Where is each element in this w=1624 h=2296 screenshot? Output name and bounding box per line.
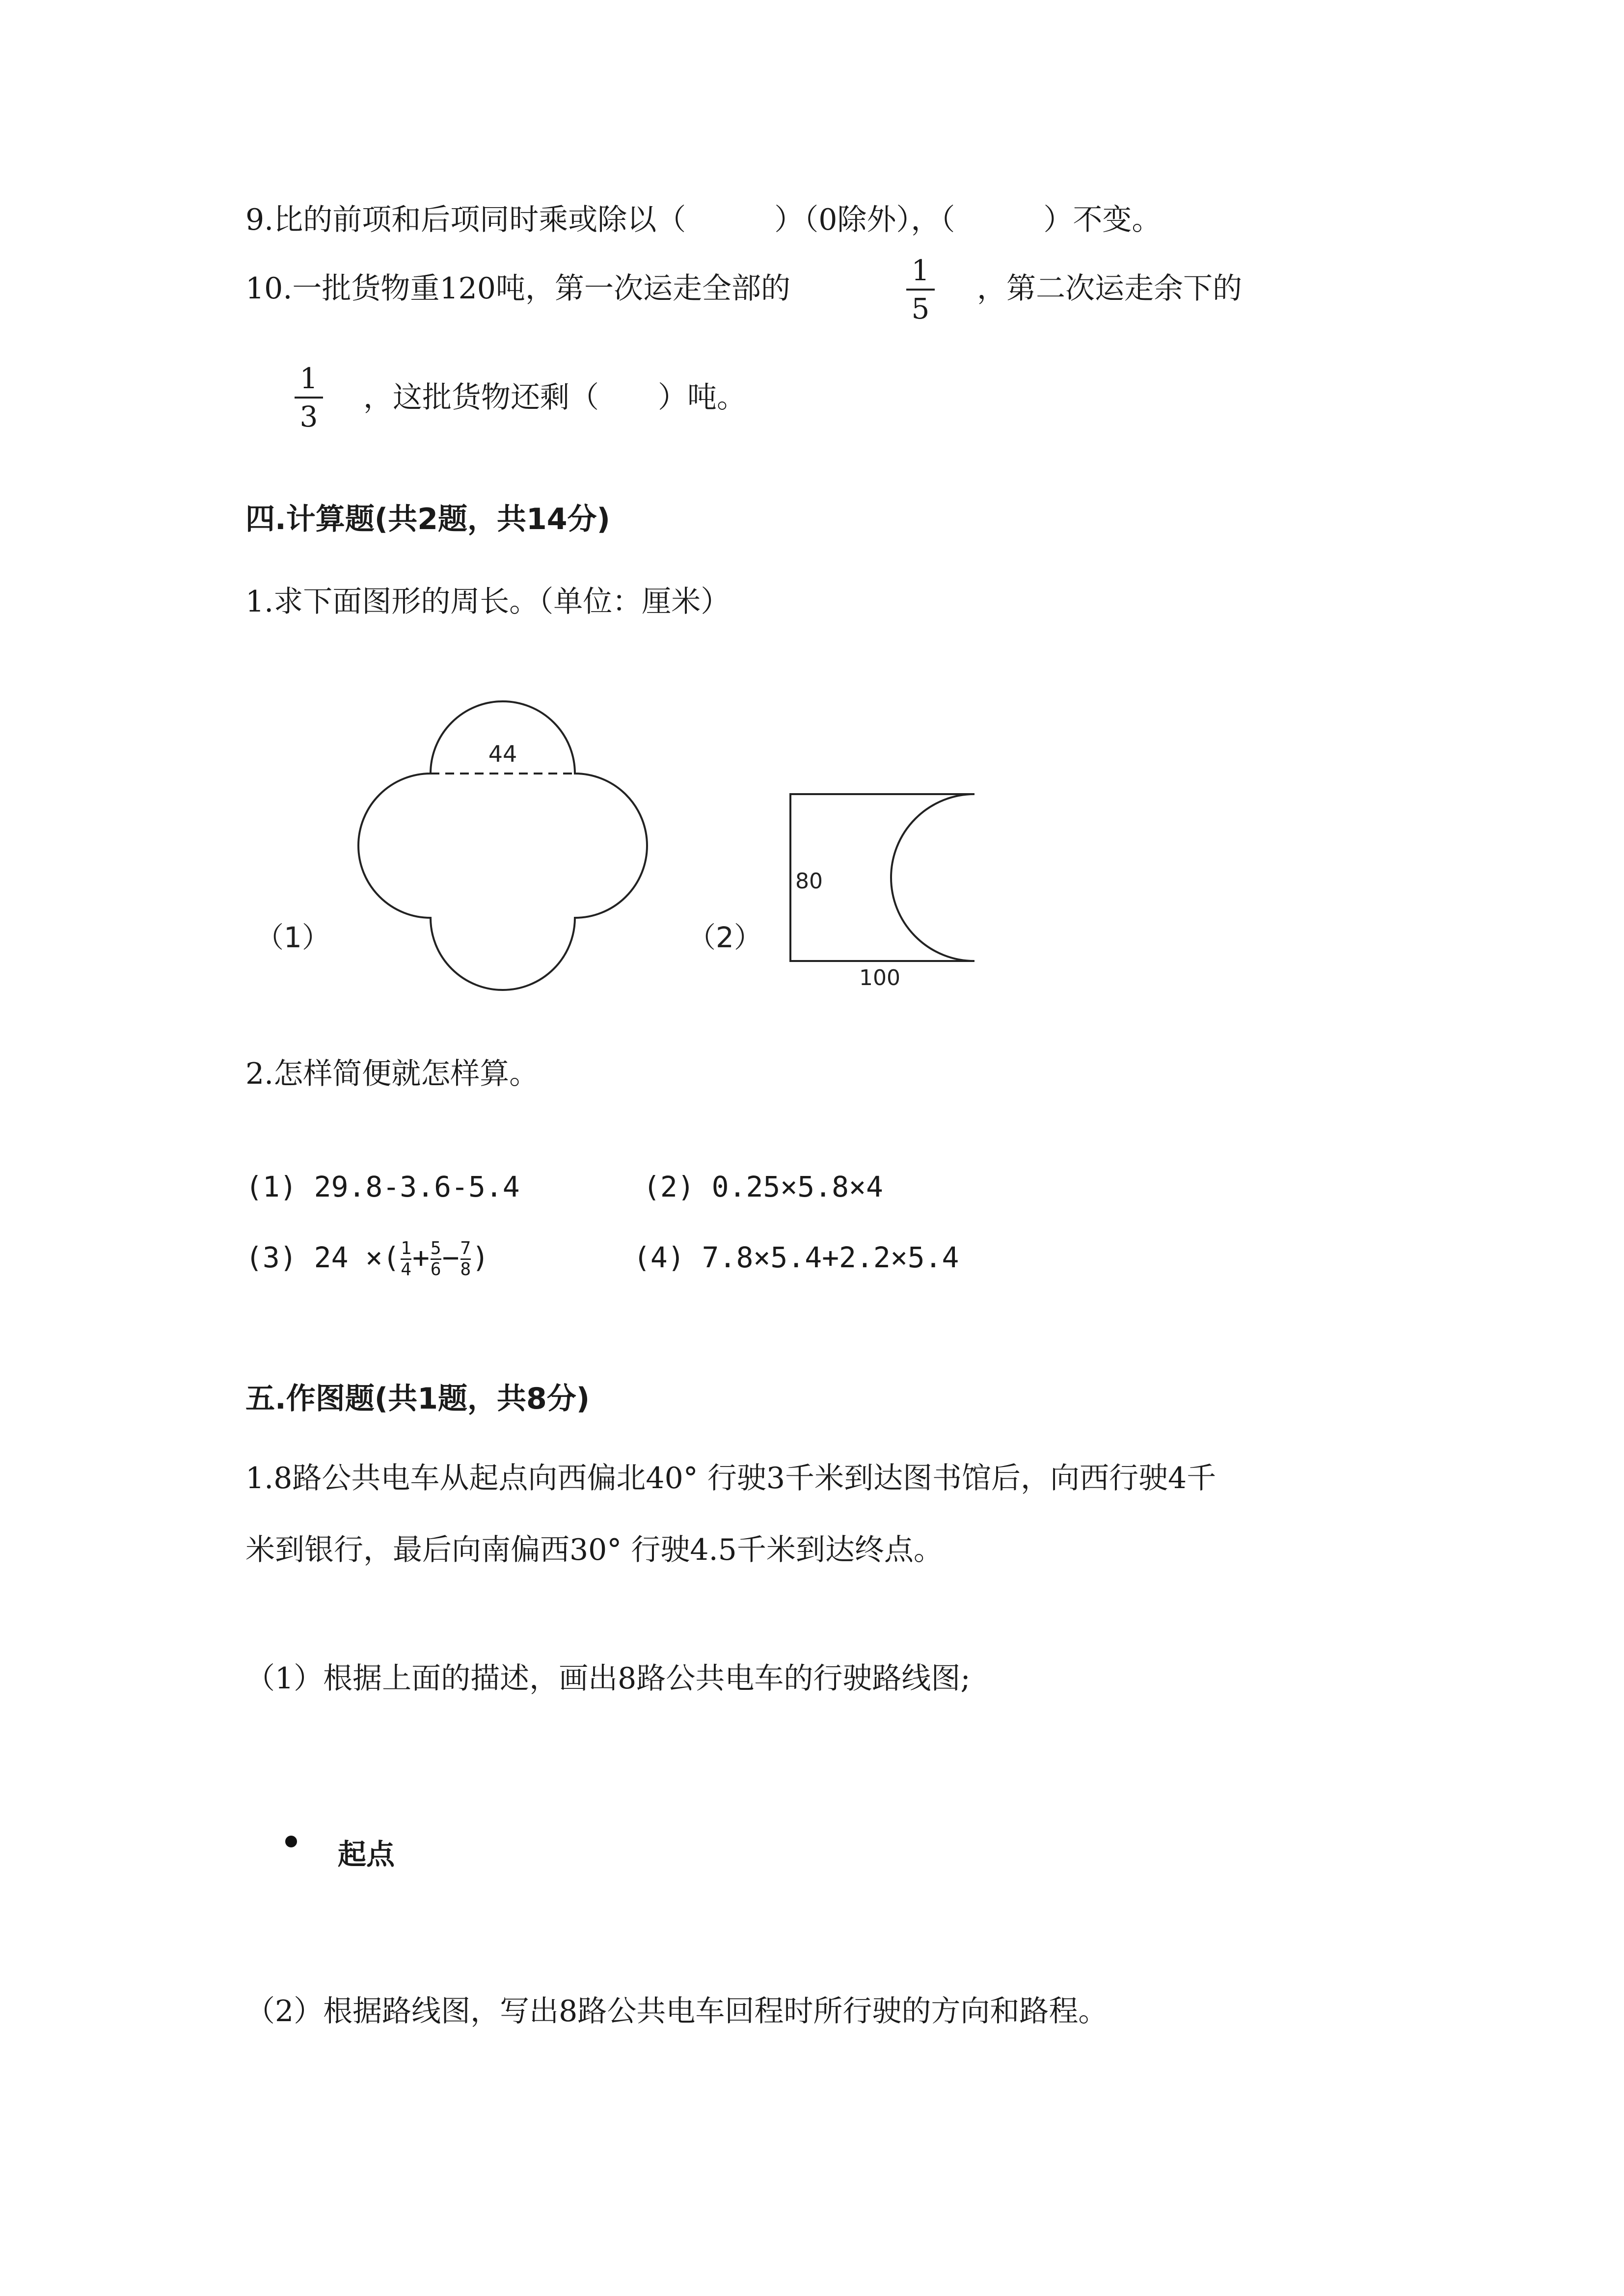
fraction-one-fifth (903, 255, 938, 324)
fraction-numerator: 7 (460, 1238, 471, 1259)
fraction-numerator: 1 (911, 254, 930, 287)
fraction-one-quarter (401, 1239, 411, 1280)
fraction-numerator: 1 (299, 362, 318, 395)
question-10-part2: ，第二次运走余下的 (977, 271, 1242, 306)
calc-item-1: (1) 29.8-3.6-5.4 (245, 1170, 520, 1203)
fraction-denominator: 8 (460, 1259, 471, 1280)
figure-2-label: （2） (687, 921, 762, 954)
fraction-denominator: 6 (430, 1259, 441, 1280)
minus-sign: − (442, 1241, 460, 1274)
start-point-label: 起点 (338, 1838, 395, 1871)
fraction-denominator: 4 (401, 1259, 411, 1280)
calc-item-4: (4) 7.8×5.4+2.2×5.4 (633, 1241, 959, 1274)
calc-item-2: (2) 0.25×5.8×4 (643, 1170, 883, 1203)
figure-2-height: 80 (795, 869, 823, 894)
fraction-numerator: 5 (430, 1238, 441, 1259)
fraction-denominator: 3 (299, 400, 318, 433)
question-5-1-line2: 米到银行，最后向南偏西30° 行驶4.5千米到达终点。 (245, 1533, 943, 1567)
question-10-part3: ，这批货物还剩（ ）吨。 (363, 380, 746, 415)
figure-2-width: 100 (859, 965, 900, 990)
perimeter-figures (245, 687, 1031, 1006)
question-5-1-line1: 1.8路公共电车从起点向西偏北40° 行驶3千米到达图书馆后，向西行驶4千 (245, 1461, 1217, 1495)
fraction-denominator: 5 (911, 292, 930, 325)
start-point-dot (285, 1836, 297, 1847)
fraction-seven-eighths (460, 1239, 471, 1280)
question-5-1-sub2: （2）根据路线图，写出8路公共电车回程时所行驶的方向和路程。 (245, 1994, 1108, 2029)
calc-item-3-suffix: ) (472, 1241, 489, 1274)
fraction-one-third (292, 363, 326, 432)
section-5-heading: 五.作图题(共1题，共8分) (245, 1382, 590, 1416)
question-9: 9.比的前项和后项同时乘或除以（ ）（0除外），（ ）不变。 (245, 203, 1162, 237)
figure-1-value: 44 (488, 741, 517, 767)
question-4-1: 1.求下面图形的周长。（单位：厘米） (245, 585, 731, 619)
figure-1-label: （1） (255, 921, 330, 954)
fraction-five-sixths (431, 1239, 441, 1280)
calc-item-3-prefix: (3) 24 ×( (245, 1241, 400, 1274)
plus-sign: + (412, 1241, 430, 1274)
calc-item-3 (245, 1238, 489, 1280)
section-4-heading: 四.计算题(共2题，共14分) (245, 502, 610, 536)
question-5-1-sub1: （1）根据上面的描述，画出8路公共电车的行驶路线图; (245, 1661, 971, 1696)
question-4-2: 2.怎样简便就怎样算。 (245, 1057, 539, 1091)
question-10-part1: 10.一批货物重120吨，第一次运走全部的 (245, 271, 790, 306)
fraction-numerator: 1 (401, 1238, 411, 1259)
